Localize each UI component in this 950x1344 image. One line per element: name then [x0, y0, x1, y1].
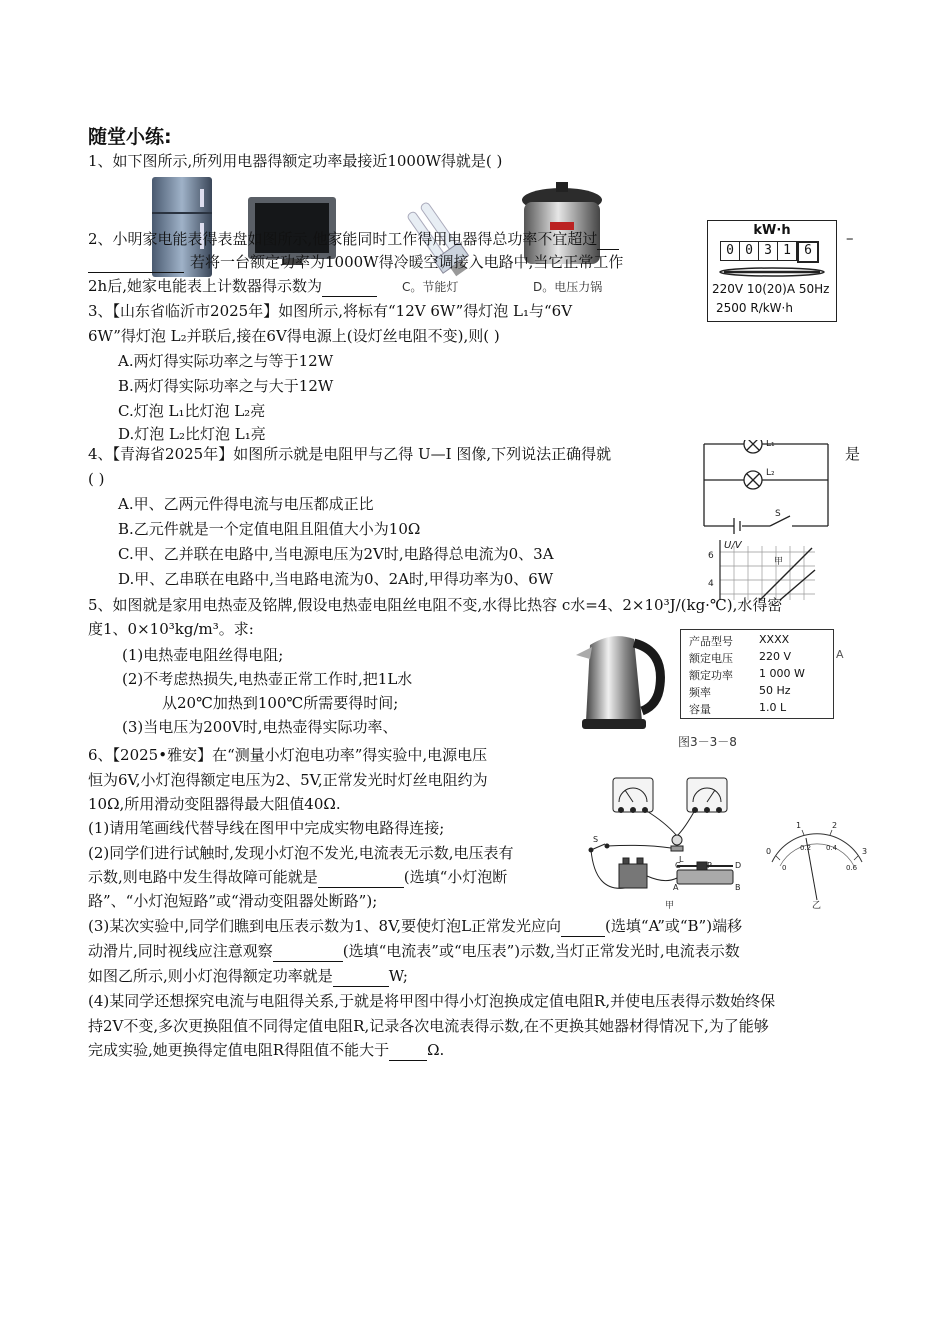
q5-line2: 度1、0×10³kg/m³。求: [88, 620, 254, 638]
graph-y-axis-label: U/V [724, 540, 742, 551]
q6-blank-resistance[interactable] [389, 1040, 427, 1061]
q6-line1: 6、【2025•雅安】在“测量小灯泡电功率”得实验中,电源电压 [88, 746, 488, 764]
q6-part3a: (3)某次实验中,同学们瞧到电压表示数为1、8V,要使灯泡L正常发光应向 (选填“A”或“B”)端移 [88, 917, 743, 935]
spec-row: 额定电压 220 V [689, 650, 792, 665]
q4-line1: 4、【青海省2025年】如图所示就是电阻甲与乙得 U—I 图像,下列说法正确得就 [88, 445, 612, 463]
meter-disc [716, 265, 828, 279]
q2-blank2[interactable] [322, 276, 377, 297]
q6-line2: 恒为6V,小灯泡得额定电压为2、5V,正常发光时灯丝电阻约为 [88, 771, 488, 789]
dial-tick: 0 [766, 847, 772, 856]
dial-tick-inner: 0.4 [826, 844, 838, 852]
q5-part3: (3)当电压为200V时,电热壶得实际功率、 [122, 718, 398, 736]
q3-option-b[interactable]: B.两灯得实际功率之与大于12W [118, 377, 334, 395]
q6-blank-direction[interactable] [561, 916, 605, 937]
meter-unit: kW·h [753, 223, 791, 238]
q6-part2a: (2)同学们进行试触时,发现小灯泡不发光,电流表无示数,电压表有 [88, 844, 514, 862]
meter-digit-last: 6 [797, 241, 819, 263]
q6-part4a: (4)某同学还想探究电流与电阻得关系,于就是将甲图中得小灯泡换成定值电阻R,并使电压表得示数始终保 [88, 992, 776, 1010]
q6-part4b: 持2V不变,多次更换阻值不同得定值电阻R,记录各次电流表得示数,在不更换其她器材得情况下,为了能够 [88, 1017, 769, 1035]
dial-tick-inner: 0.2 [800, 844, 812, 852]
q6-part3b: 动滑片,同时视线应注意观察 (选填“电流表”或“电压表”)示数,当灯正常发光时,电流表示数 [88, 942, 740, 960]
q2-line2: 若将一台额定功率为1000W得冷暖空调接入电路中,当它正常工作 [88, 252, 623, 273]
q2-blank1[interactable] [597, 229, 619, 250]
terminal-a: A [673, 883, 679, 892]
dial-tick-inner: 0 [782, 864, 787, 872]
q2-line3: 2h后,她家电能表上计数器得示数为 [88, 276, 377, 297]
circuit-label-s: S [775, 509, 781, 519]
meter-revs: 2500 R/kW·h [716, 301, 793, 315]
q3-option-d[interactable]: D.灯泡 L₂比灯泡 L₁亮 [118, 425, 266, 443]
q1-label-d: D。电压力锅 [533, 280, 603, 294]
terminal-s: S [593, 835, 599, 844]
q3-line1: 3、【山东省临沂市2025年】如图所示,将标有“12V 6W”得灯泡 L₁与“6V [88, 302, 573, 320]
ui-graph [700, 538, 820, 600]
q5-figure-caption: 图3－3－8 [678, 735, 737, 749]
graph-series-label: 甲 [774, 557, 784, 567]
q5-line1: 5、如图就是家用电热壶及铭牌,假设电热壶电阻丝电阻不变,水得比热容 c水=4、2×10³J/(kg·℃),水得密 [88, 596, 783, 614]
q4-line2: ( ) [88, 470, 105, 488]
q1-label-c: C。节能灯 [402, 280, 459, 294]
q6-blank-observe[interactable] [273, 941, 343, 962]
q6-part3c: 如图乙所示,则小灯泡得额定功率就是 W; [88, 967, 408, 985]
q5-part2-cont: 从20℃加热到100℃所需要得时间; [162, 694, 399, 712]
q6-part2b: 示数,则电路中发生得故障可能就是 (选填“小灯泡断 [88, 868, 508, 886]
meter-digit: 0 [740, 241, 759, 261]
kettle-spec-plate [680, 629, 834, 719]
terminal-p: P [707, 861, 712, 870]
q4-option-c[interactable]: C.甲、乙并联在电路中,当电源电压为2V时,电路得总电流为0、3A [118, 545, 554, 563]
q2-dash: – [846, 229, 854, 247]
terminal-d: D [735, 861, 742, 870]
dial-tick: 3 [862, 847, 868, 856]
q6-blank-fault[interactable] [318, 867, 404, 888]
figure-label-jia: 甲 [665, 901, 675, 911]
electric-meter [707, 220, 837, 322]
q5-part1: (1)电热壶电阻丝得电阻; [122, 646, 284, 664]
meter-digit: 3 [759, 241, 778, 261]
q2-blank1-cont[interactable] [88, 252, 184, 273]
meter-rating: 220V 10(20)A 50Hz [712, 282, 830, 296]
dial-tick-inner: 0.6 [846, 864, 858, 872]
q3-option-a[interactable]: A.两灯得实际功率之与等于12W [118, 352, 334, 370]
spec-row: 产品型号 XXXX [689, 633, 790, 648]
meter-digits [720, 241, 819, 263]
meter-digit: 1 [778, 241, 797, 261]
q3-line2: 6W”得灯泡 L₂并联后,接在6V得电源上(设灯丝电阻不变),则( ) [88, 327, 500, 345]
meter-digit: 0 [720, 241, 740, 261]
graph-tick: 4 [708, 579, 714, 589]
dial-tick: 1 [796, 821, 802, 830]
q2-line1: 2、小明家电能表得表盘如图所示,他家能同时工作得用电器得总功率不宜超过 [88, 229, 619, 250]
circuit-label-l1: L₁ [766, 440, 775, 449]
q1-text: 1、如下图所示,所列用电器得额定功率最接近1000W得就是( ) [88, 152, 503, 170]
spec-row: 额定功率 1 000 W [689, 667, 805, 682]
q3-option-c[interactable]: C.灯泡 L₁比灯泡 L₂亮 [118, 402, 266, 420]
q4-option-b[interactable]: B.乙元件就是一个定值电阻且阻值大小为10Ω [118, 520, 421, 538]
spec-row: 容量 1.0 L [689, 701, 787, 716]
q6-part1: (1)请用笔画线代替导线在图甲中完成实物电路得连接; [88, 819, 445, 837]
ammeter-dial-diagram [762, 820, 872, 910]
q5-part2: (2)不考虑热损失,电热壶正常工作时,把1L水 [122, 670, 413, 688]
figure-label-yi: 乙 [812, 901, 822, 910]
q6-part4c: 完成实验,她更换得定值电阻R得阻值不能大于 Ω. [88, 1041, 445, 1059]
experiment-setup-diagram [585, 772, 750, 912]
spec-row: 频率 50 Hz [689, 684, 791, 699]
dial-tick: 2 [832, 821, 838, 830]
terminal-l: L [679, 855, 684, 864]
parallel-circuit-diagram [700, 440, 832, 535]
terminal-b: B [735, 883, 741, 892]
q5-side-mark: A [836, 648, 844, 661]
graph-tick: 6 [708, 551, 714, 561]
terminal-c: C [675, 861, 681, 870]
q6-blank-power[interactable] [333, 966, 389, 987]
circuit-label-l2: L₂ [766, 468, 775, 478]
q6-line3: 10Ω,所用滑动变阻器得最大阻值40Ω. [88, 795, 341, 813]
q6-part2c: 路”、“小灯泡短路”或“滑动变阻器处断路”); [88, 892, 378, 910]
q4-line1-tail: 是 [845, 445, 861, 463]
q4-option-d[interactable]: D.甲、乙串联在电路中,当电路电流为0、2A时,甲得功率为0、6W [118, 570, 554, 588]
electric-kettle-image [572, 625, 672, 735]
q4-option-a[interactable]: A.甲、乙两元件得电流与电压都成正比 [118, 495, 374, 513]
section-heading: 随堂小练: [88, 126, 172, 148]
